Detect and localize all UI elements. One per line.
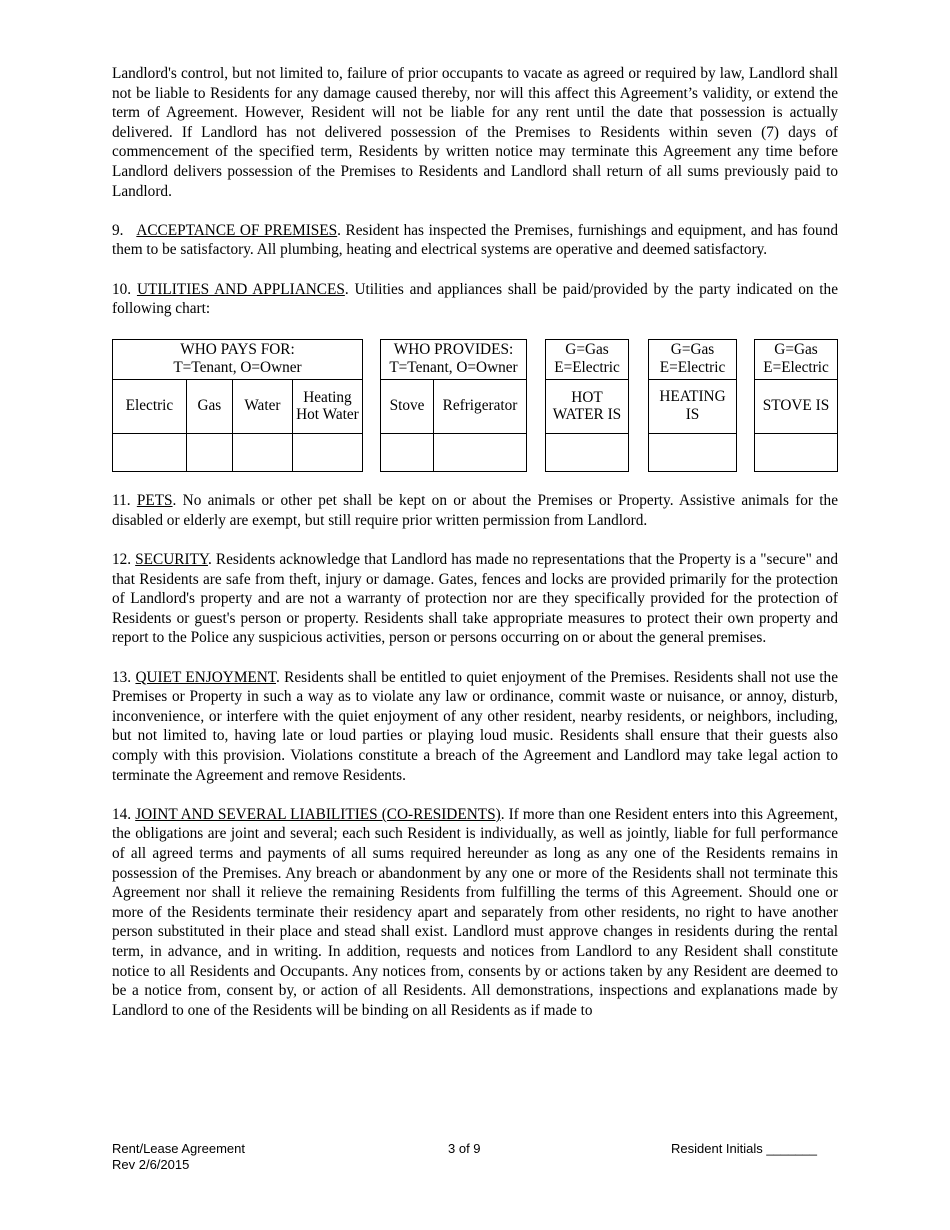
stove-label: STOVE IS (755, 379, 838, 433)
column-electric: Electric (113, 379, 187, 433)
who-provides-table (380, 339, 527, 472)
fill-cell-heating (649, 433, 737, 471)
column-gas: Gas (186, 379, 232, 433)
footer-document-info (112, 1141, 245, 1173)
section-body: . Residents acknowledge that Landlord has made no representations that the Property is a "secure" and that Residents are safe from theft, injury or damage. Gates, fences and locks are provided primarily for the protection of Landlord's property and are not a warranty of protection nor are they specifically provided for the protection of Residents or guest's person or property. Residents shall take appropriate measures to protect their own property and report to the Police any suspicious activities, person or persons occurring on or about the general premises. (112, 551, 838, 647)
fill-cell-stove-fuel (755, 433, 838, 471)
footer-revision: Rev 2/6/2015 (112, 1157, 190, 1172)
column-water: Water (232, 379, 292, 433)
section-13-quiet-enjoyment (112, 668, 838, 786)
fill-cell-electric (113, 433, 187, 471)
paragraph-8-continued: Landlord's control, but not limited to, failure of prior occupants to vacate as agreed or required by law, Landlord shall not be liable to Residents for any damage caused thereby, nor will this affect this Agreement’s validity, or extend the term of Agreement. However, Resident will not be liable for any rent until the date that possession is actually delivered. If Landlord has not delivered possession of the Premises to Residents within seven (7) days of commencement of the specified term, Residents by written notice may terminate this Agreement any time before Landlord delivers possession of the Premises to Residents and Landlord shall return of all sums previously paid to Landlord. (112, 65, 838, 200)
section-11-pets (112, 491, 838, 530)
stove-fuel-table (754, 339, 838, 472)
fuel-key: G=Gas E=Electric (546, 339, 629, 379)
heating-label: HEATING IS (649, 379, 737, 433)
section-heading: PETS (136, 492, 173, 510)
footer-resident-initials: Resident Initials _______ (671, 1141, 817, 1156)
who-provides-header: WHO PROVIDES: T=Tenant, O=Owner (381, 339, 527, 379)
section-body: . If more than one Resident enters into this Agreement, the obligations are joint and several; each such Resident is individually, as well as jointly, liable for full performance of all agreed terms and payments of all sums required hereunder as long as any one of the Residents remains in possession of the Premises. Any breach or abandonment by any one or more of the Residents shall not terminate this Agreement nor shall it relieve the remaining Residents from fulfilling the terms of this Agreement. Should one or more of the Residents terminate their residency apart and separately from other residents, no right to have another person substituted in their place and stead shall exist. Landlord must approve changes in residents during the rental term, in advance, and in writing. In addition, requests and notices from Landlord to any Resident shall constitute notice to all Residents and Occupants. Any notices from, consents by or actions taken by any Resident are deemed to be a notice from, consent by, or action of all Residents. All demonstrations, inspections and explanations made by Landlord to one of the Residents will be binding on all Residents as if made to (112, 805, 838, 1019)
who-pays-table (112, 339, 363, 472)
section-number: 14. (112, 805, 132, 823)
footer-page-number: 3 of 9 (448, 1141, 481, 1156)
section-body: . Utilities and appliances shall be paid/provided by the party indicated on the following chart: (112, 280, 838, 318)
footer-doc-title: Rent/Lease Agreement (112, 1141, 245, 1156)
fill-cell-gas (186, 433, 232, 471)
section-14-joint-liabilities (112, 805, 838, 1021)
section-9-acceptance (112, 221, 838, 260)
section-number: 13. (112, 668, 132, 686)
hot-water-label: HOT WATER IS (546, 379, 629, 433)
hot-water-fuel-table (545, 339, 629, 472)
column-heating-hot-water: Heating Hot Water (292, 379, 362, 433)
section-body: . No animals or other pet shall be kept on or about the Premises or Property. Assistive animals for the disabled or elderly are exempt, but still require prior written permission from Landlord. (112, 492, 838, 529)
heating-fuel-table (648, 339, 737, 472)
section-number: 9. (112, 221, 124, 239)
section-number: 12. (112, 551, 132, 569)
section-heading: SECURITY (135, 551, 208, 569)
fuel-key: G=Gas E=Electric (649, 339, 737, 379)
who-pays-header: WHO PAYS FOR: T=Tenant, O=Owner (113, 339, 363, 379)
fuel-key: G=Gas E=Electric (755, 339, 838, 379)
column-stove: Stove (381, 379, 434, 433)
column-refrigerator: Refrigerator (434, 379, 527, 433)
section-heading: UTILITIES AND APPLIANCES (136, 280, 345, 298)
section-number: 11. (112, 492, 131, 510)
section-10-utilities (112, 280, 838, 319)
fill-cell-water (232, 433, 292, 471)
section-body: . Residents shall be entitled to quiet enjoyment of the Premises. Residents shall not use the Premises or Property in such a way as to violate any law or ordinance, commit waste or nuisance, or annoy, disturb, inconvenience, or interfere with the quiet enjoyment of any other resident, nearby residents, or neighbors, including, but not limited to, having late or loud parties or playing loud music. Residents shall ensure that their guests also comply with this provision. Violations constitute a breach of the Agreement and Landlord may take legal action to terminate the Agreement and remove Residents. (112, 668, 838, 784)
fill-cell-heating-hot-water (292, 433, 362, 471)
fill-cell-stove (381, 433, 434, 471)
section-heading: QUIET ENJOYMENT (135, 668, 277, 686)
document-page (112, 64, 838, 1040)
fill-cell-refrigerator (434, 433, 527, 471)
fill-cell-hot-water (546, 433, 629, 471)
section-heading: JOINT AND SEVERAL LIABILITIES (CO-RESIDENTS) (135, 805, 501, 823)
section-12-security (112, 550, 838, 648)
section-heading: ACCEPTANCE OF PREMISES (136, 221, 338, 239)
utilities-chart (112, 339, 838, 472)
section-number: 10. (112, 280, 132, 298)
section-body: . Resident has inspected the Premises, furnishings and equipment, and has found them to be satisfactory. All plumbing, heating and electrical systems are operative and deemed satisfactory. (112, 221, 839, 259)
